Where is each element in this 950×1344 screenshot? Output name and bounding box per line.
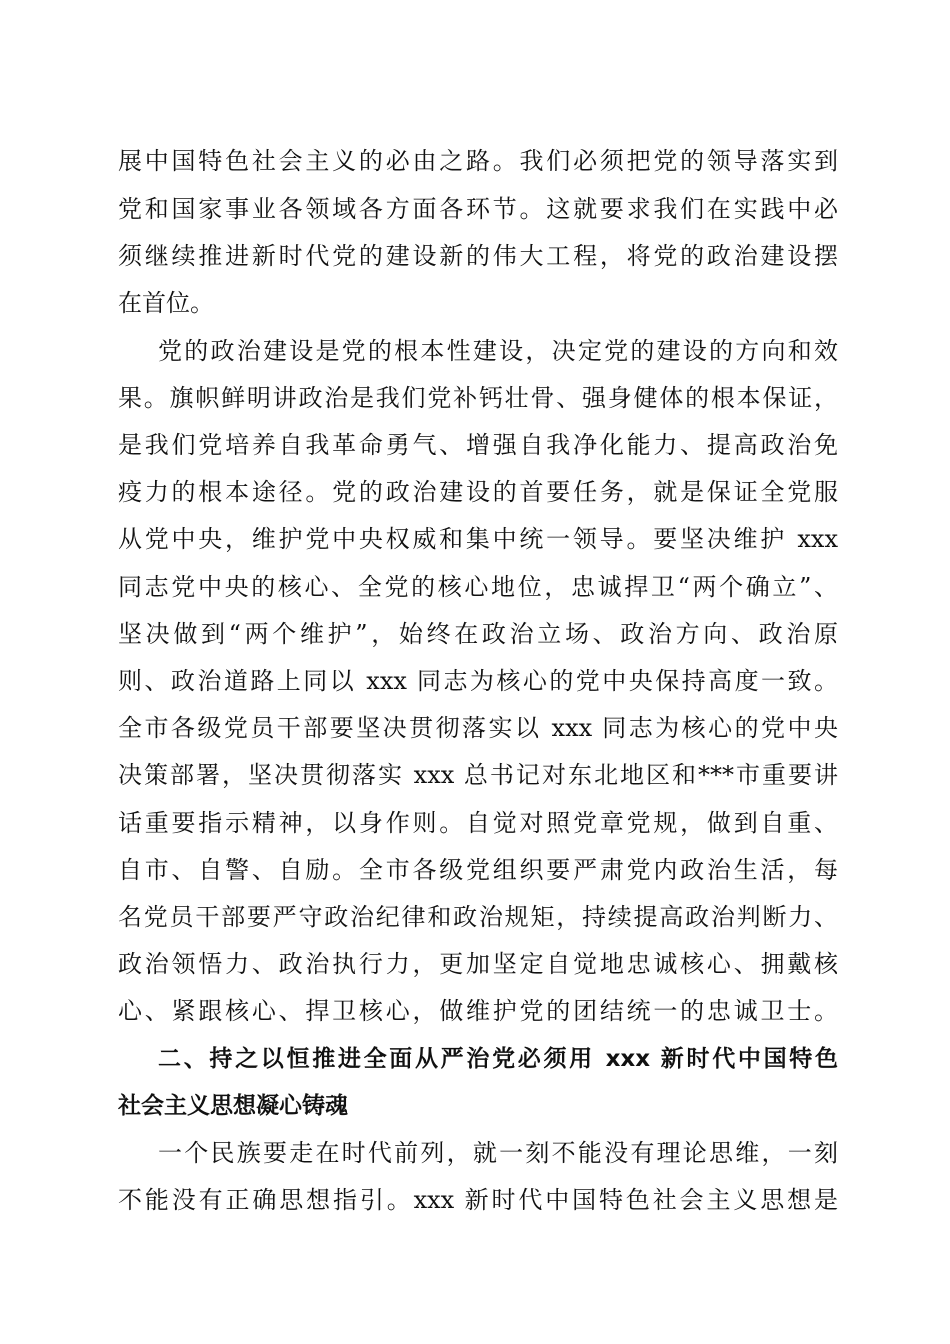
body-text-line: 同志党中央的核心、全党的核心地位，忠诚捍卫“两个确立”、 [118, 573, 838, 601]
body-text-line: 话重要指示精神，以身作则。自觉对照党章党规，做到自重、 [118, 809, 838, 837]
body-text-line: 全市各级党员干部要坚决贯彻落实以 xxx 同志为核心的党中央 [118, 714, 838, 742]
body-text-line: 自市、自警、自励。全市各级党组织要严肃党内政治生活，每 [118, 856, 838, 884]
section-heading: 二、持之以恒推进全面从严治党必须用 xxx 新时代中国特色 [158, 1046, 838, 1072]
body-text-line: 不能没有正确思想指引。xxx 新时代中国特色社会主义思想是 [118, 1186, 838, 1214]
body-text-line: 心、紧跟核心、捍卫核心，做维护党的团结统一的忠诚卫士。 [118, 997, 838, 1025]
body-text-line: 则、政治道路上同以 xxx 同志为核心的党中央保持高度一致。 [118, 667, 838, 695]
body-text-line: 坚决做到“两个维护”，始终在政治立场、政治方向、政治原 [118, 620, 838, 648]
body-text-line: 是我们党培养自我革命勇气、增强自我净化能力、提高政治免 [118, 431, 838, 459]
paragraph-first-line: 党的政治建设是党的根本性建设，决定党的建设的方向和效 [158, 337, 838, 365]
body-text-line: 须继续推进新时代党的建设新的伟大工程，将党的政治建设摆 [118, 242, 838, 270]
body-text-line: 党和国家事业各领域各方面各环节。这就要求我们在实践中必 [118, 195, 838, 223]
body-text-line: 决策部署，坚决贯彻落实 xxx 总书记对东北地区和***市重要讲 [118, 761, 838, 789]
body-text-line: 政治领悟力、政治执行力，更加坚定自觉地忠诚核心、拥戴核 [118, 950, 838, 978]
body-text-line: 疫力的根本途径。党的政治建设的首要任务，就是保证全党服 [118, 478, 838, 506]
section-heading-continuation: 社会主义思想凝心铸魂 [118, 1093, 348, 1119]
body-text-line: 从党中央，维护党中央权威和集中统一领导。要坚决维护 xxx [118, 525, 838, 553]
body-text-line: 果。旗帜鲜明讲政治是我们党补钙壮骨、强身健体的根本保证， [118, 384, 838, 412]
body-text-line: 在首位。 [118, 289, 214, 317]
body-text-line: 展中国特色社会主义的必由之路。我们必须把党的领导落实到 [118, 147, 838, 175]
paragraph-first-line: 一个民族要走在时代前列，就一刻不能没有理论思维，一刻 [158, 1139, 838, 1167]
body-text-line: 名党员干部要严守政治纪律和政治规矩，持续提高政治判断力、 [118, 903, 838, 931]
